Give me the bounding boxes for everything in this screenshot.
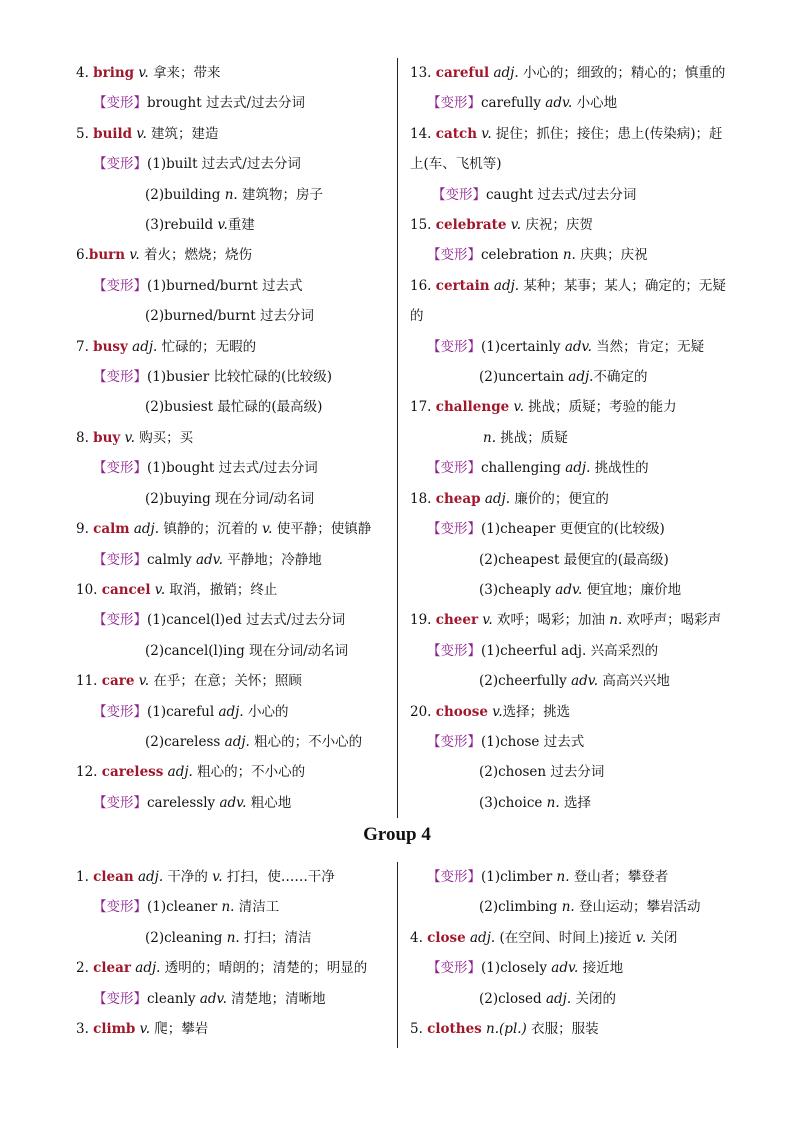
variant-tag: 【变形】 <box>427 733 481 750</box>
definition: 选择；挑选 <box>502 703 571 720</box>
word-form: (1)chose 过去式 <box>481 733 585 750</box>
part-of-speech: n. <box>221 899 235 916</box>
column-divider-top <box>397 58 398 818</box>
definition: 上(车、飞机等) <box>410 156 502 173</box>
headword: burn <box>88 247 126 264</box>
vocab-entry <box>410 392 728 422</box>
word-form: (1)careful <box>147 703 219 720</box>
word-form: challenging <box>481 460 566 477</box>
variant-tag: 【变形】 <box>93 899 147 916</box>
definition: 重建 <box>227 217 255 234</box>
definition: 欢呼；喝彩；加油 <box>497 612 610 629</box>
vocab-entry <box>410 119 728 149</box>
entry-number: 18. <box>410 490 436 507</box>
variant-tag: 【变形】 <box>93 703 147 720</box>
part-of-speech: adj. <box>568 369 594 386</box>
word-form: (2)climbing <box>479 899 562 916</box>
entry-number: 7. <box>76 338 94 355</box>
definition: 粗心的；不小心的 <box>249 733 363 750</box>
part-of-speech: adj. <box>489 277 524 294</box>
word-form-line <box>410 636 728 666</box>
definition: 挑战性的 <box>590 460 649 477</box>
part-of-speech: adj. <box>465 929 500 946</box>
vocab-entry <box>76 58 391 88</box>
definition: 打扫，使……干净 <box>222 869 335 885</box>
headword: careless <box>101 764 164 781</box>
word-form: carefully <box>481 95 546 112</box>
variant-tag: 【变形】 <box>427 247 481 264</box>
part-of-speech: n. <box>562 247 576 264</box>
definition: 的 <box>410 308 424 325</box>
word-form: (3)cheaply <box>479 581 556 598</box>
vocab-entry <box>76 514 391 544</box>
word-form: (1)cancel(l)ed 过去式/过去分词 <box>147 612 346 629</box>
definition: 关闭的 <box>571 990 616 1007</box>
part-of-speech: v. <box>134 673 154 690</box>
word-form-subline <box>76 301 391 331</box>
word-form-subline <box>410 984 728 1014</box>
part-of-speech: adv. <box>545 95 573 112</box>
word-form-line <box>76 697 391 727</box>
part-of-speech: adj. <box>218 703 244 720</box>
headword: busy <box>93 338 128 355</box>
entry-number: 4. <box>76 65 94 81</box>
part-of-speech: v. <box>125 247 144 264</box>
word-form: (1)busier 比较忙碌的(比较级) <box>147 369 332 386</box>
definition: 欢呼声；喝彩声 <box>622 612 722 629</box>
part-of-speech: adv. <box>219 794 247 811</box>
word-form: (1)certainly <box>481 338 565 355</box>
part-of-speech: adv. <box>564 338 592 355</box>
part-of-speech: adj. <box>127 338 162 355</box>
word-form-line <box>410 332 728 362</box>
part-of-speech: n. <box>546 794 560 811</box>
bottom-right-column <box>410 862 728 1044</box>
word-form-line <box>76 892 391 922</box>
word-form: caught 过去式/过去分词 <box>486 186 637 203</box>
definition: 廉价的；便宜的 <box>514 490 609 507</box>
variant-tag: 【变形】 <box>432 186 486 203</box>
top-left-column <box>76 58 391 818</box>
part-of-speech: v. <box>212 869 223 885</box>
part-of-speech: adv. <box>571 673 599 690</box>
headword: close <box>427 929 466 946</box>
entry-number: 17. <box>410 399 436 416</box>
headword: care <box>101 673 135 690</box>
variant-tag: 【变形】 <box>93 277 147 294</box>
part-of-speech: v. <box>120 429 140 446</box>
vocab-entry <box>410 271 728 301</box>
word-form-line <box>410 727 728 757</box>
part-of-speech: adj. <box>545 990 572 1007</box>
word-form: (1)built 过去式/过去分词 <box>147 156 301 173</box>
word-form: (2)cleaning <box>145 929 227 946</box>
definition: 庆祝；庆贺 <box>525 217 593 234</box>
part-of-speech: adv. <box>551 960 579 977</box>
vocab-entry <box>410 484 728 514</box>
word-form: (2)cancel(l)ing 现在分词/动名词 <box>145 642 349 659</box>
entry-number: 9. <box>76 521 94 538</box>
vocab-entry <box>76 575 391 605</box>
variant-tag: 【变形】 <box>427 460 481 477</box>
word-form-line <box>76 984 391 1014</box>
headword: catch <box>435 125 478 142</box>
word-form: (1)closely <box>481 960 552 977</box>
word-form-subline <box>76 727 391 757</box>
definition: (在空间、时间上)接近 <box>499 929 636 946</box>
entry-number: 20. <box>410 703 436 720</box>
headword: celebrate <box>435 217 507 234</box>
headword: bring <box>93 65 135 81</box>
vocab-entry <box>76 757 391 787</box>
variant-tag: 【变形】 <box>93 990 147 1007</box>
headword: cheap <box>435 490 481 507</box>
headword: climb <box>93 1021 136 1038</box>
entry-number: 19. <box>410 612 436 629</box>
definition: 在乎；在意；关怀；照顾 <box>153 673 302 690</box>
word-form-line <box>410 453 728 483</box>
vocab-entry <box>76 240 391 270</box>
word-form-line <box>410 953 728 983</box>
definition: 小心的；细致的；精心的；慎重的 <box>522 65 726 81</box>
word-form: (3)choice <box>479 794 547 811</box>
part-of-speech: adj. <box>480 490 515 507</box>
definition: 打扫；清洁 <box>239 929 312 946</box>
variant-tag: 【变形】 <box>93 460 147 477</box>
word-form: (2)chosen 过去分词 <box>479 764 605 781</box>
entry-number: 11. <box>76 673 102 690</box>
word-form-subline <box>76 180 391 210</box>
definition: 选择 <box>559 794 591 811</box>
word-form-subline <box>410 788 728 818</box>
variant-tag: 【变形】 <box>427 960 481 977</box>
headword: challenge <box>435 399 510 416</box>
part-of-speech: adj. <box>133 869 168 885</box>
word-form-subline <box>76 392 391 422</box>
word-form: (2)busiest 最忙碌的(最高级) <box>145 399 323 416</box>
definition: 小心地 <box>572 95 618 112</box>
word-form: (2)building <box>145 186 225 203</box>
headword: build <box>93 125 133 142</box>
definition: 粗心的；不小心的 <box>197 764 306 781</box>
part-of-speech: adj. <box>130 960 165 977</box>
entry-number: 8. <box>76 429 94 446</box>
word-form: (1)cheerful adj. 兴高采烈的 <box>481 642 659 659</box>
variant-tag: 【变形】 <box>93 612 147 629</box>
part-of-speech: adv. <box>199 990 227 1007</box>
definition: 高高兴兴地 <box>598 673 670 690</box>
definition: 平静地；冷静地 <box>222 551 322 568</box>
word-form: (1)burned/burnt 过去式 <box>147 277 303 294</box>
entry-number: 12. <box>76 764 102 781</box>
definition: 干净的 <box>167 869 213 885</box>
word-form-line <box>76 788 391 818</box>
part-of-speech: v. <box>150 581 170 598</box>
word-form: (2)buying 现在分词/动名词 <box>145 490 315 507</box>
word-form: (1)climber <box>481 869 557 885</box>
part-of-speech: v. <box>478 612 497 629</box>
definition: 粗心地 <box>246 794 292 811</box>
definition: 便宜地；廉价地 <box>582 581 682 598</box>
definition: 拿来；带来 <box>153 65 221 81</box>
part-of-speech: v. <box>217 217 228 234</box>
part-of-speech: adj. <box>129 521 164 538</box>
entry-number: 2. <box>76 960 94 977</box>
entry-number: 5. <box>76 125 94 142</box>
word-form-line <box>410 180 728 210</box>
word-form-line <box>76 88 391 118</box>
part-of-speech: n.(pl.) <box>481 1021 532 1038</box>
definition: 庆典；庆祝 <box>575 247 648 264</box>
variant-tag: 【变形】 <box>93 369 147 386</box>
part-of-speech: adj. <box>224 733 250 750</box>
definition: 透明的；晴朗的；清楚的；明显的 <box>164 960 368 977</box>
entry-number: 4. <box>410 929 428 946</box>
variant-tag: 【变形】 <box>427 521 481 538</box>
definition: 某种；某事；某人；确定的；无疑 <box>523 277 726 294</box>
word-form: (2)cheerfully <box>479 673 572 690</box>
definition: 衣服；服装 <box>531 1021 599 1038</box>
word-form-line <box>410 862 728 892</box>
word-form: cleanly <box>147 990 200 1007</box>
part-of-speech: v. <box>509 399 529 416</box>
vocab-entry <box>76 1014 391 1044</box>
column-divider-bottom <box>397 862 398 1048</box>
part-of-speech: adj. <box>565 460 591 477</box>
word-form-line <box>76 271 391 301</box>
definition: 接近地 <box>578 960 624 977</box>
word-form: (2)uncertain <box>479 369 569 386</box>
part-of-speech: v. <box>635 929 647 946</box>
vocab-entry <box>410 1014 728 1044</box>
word-form-line <box>410 88 728 118</box>
word-form: (2)cheapest 最便宜的(最高级) <box>479 551 669 568</box>
headword: buy <box>93 429 121 446</box>
vocab-entry <box>76 862 391 892</box>
definition: 捉住；抓住；接住；患上(传染病)；赶 <box>495 125 723 142</box>
word-form-subline <box>410 362 728 392</box>
part-of-speech: v. <box>132 125 152 142</box>
definition: 不确定的 <box>593 369 648 386</box>
vocab-entry <box>76 423 391 453</box>
part-of-speech: v. <box>262 521 273 538</box>
word-form-line <box>76 149 391 179</box>
word-form: (1)cleaner <box>147 899 222 916</box>
word-form: (3)rebuild <box>145 217 218 234</box>
part-of-speech: v. <box>135 1021 155 1038</box>
word-form-subline <box>410 423 728 453</box>
headword: calm <box>93 521 130 538</box>
word-form: calmly <box>147 551 196 568</box>
word-form-subline <box>410 892 728 922</box>
vocab-entry <box>76 332 391 362</box>
word-form: (2)burned/burnt 过去分词 <box>145 308 314 325</box>
definition-continuation <box>410 149 728 179</box>
part-of-speech: n. <box>226 929 240 946</box>
entry-number: 1. <box>76 869 94 885</box>
word-form: (1)bought 过去式/过去分词 <box>147 460 318 477</box>
variant-tag: 【变形】 <box>427 95 481 112</box>
definition: 建筑；建造 <box>151 125 219 142</box>
entry-number: 3. <box>76 1021 94 1038</box>
definition: 忙碌的；无暇的 <box>161 338 257 355</box>
word-form: celebration <box>481 247 563 264</box>
definition: 取消，撤销；终止 <box>169 581 278 598</box>
word-form-subline <box>410 575 728 605</box>
word-form-subline <box>76 484 391 514</box>
vocab-entry <box>410 923 728 953</box>
part-of-speech: adv. <box>555 581 583 598</box>
definition: 登山者；攀登者 <box>569 869 669 885</box>
definition: 清洁工 <box>234 899 280 916</box>
word-form: carelessly <box>147 794 220 811</box>
word-form-subline <box>76 636 391 666</box>
definition: 清楚地；清晰地 <box>226 990 326 1007</box>
variant-tag: 【变形】 <box>93 156 147 173</box>
headword: clothes <box>427 1021 482 1038</box>
word-form-subline <box>76 210 391 240</box>
entry-number: 16. <box>410 277 436 294</box>
entry-number: 13. <box>410 65 436 81</box>
definition: 挑战；质疑；考验的能力 <box>528 399 677 416</box>
headword: careful <box>435 65 490 81</box>
variant-tag: 【变形】 <box>93 551 147 568</box>
part-of-speech: v. <box>134 65 154 81</box>
group-title: Group 4 <box>363 824 431 845</box>
word-form-subline <box>410 545 728 575</box>
headword: clear <box>93 960 131 977</box>
headword: clean <box>93 869 134 885</box>
headword: certain <box>435 277 490 294</box>
variant-tag: 【变形】 <box>427 869 481 885</box>
part-of-speech: v. <box>477 125 496 142</box>
word-form-line <box>76 453 391 483</box>
headword: cancel <box>101 581 151 598</box>
variant-tag: 【变形】 <box>427 338 481 355</box>
vocab-entry <box>76 119 391 149</box>
definition-continuation <box>410 301 728 331</box>
word-form: (1)cheaper 更便宜的(比较级) <box>481 521 665 538</box>
part-of-speech: n. <box>556 869 570 885</box>
word-form-line <box>76 362 391 392</box>
part-of-speech: n. <box>609 612 623 629</box>
definition: 爬；攀岩 <box>154 1021 209 1038</box>
word-form: (2)careless <box>145 733 225 750</box>
definition: 着火；燃烧；烧伤 <box>143 247 252 264</box>
part-of-speech: n. <box>561 899 575 916</box>
variant-tag: 【变形】 <box>93 794 147 811</box>
vocab-entry <box>410 210 728 240</box>
definition: 关闭 <box>646 929 678 946</box>
word-form-line <box>410 514 728 544</box>
definition: 挑战；质疑 <box>496 429 568 446</box>
definition: 购买；买 <box>139 429 194 446</box>
part-of-speech: adj. <box>163 764 198 781</box>
definition: 镇静的；沉着的 <box>163 521 263 538</box>
word-form-line <box>76 545 391 575</box>
entry-number: 14. <box>410 125 436 142</box>
vocab-entry <box>410 605 728 635</box>
word-form-line <box>76 605 391 635</box>
entry-number: 10. <box>76 581 102 598</box>
word-form-subline <box>76 923 391 953</box>
definition: 小心的 <box>243 703 289 720</box>
entry-number: 15. <box>410 217 436 234</box>
word-form: brought 过去式/过去分词 <box>147 95 306 112</box>
definition: 当然；肯定；无疑 <box>591 338 705 355</box>
vocab-entry <box>76 666 391 696</box>
vocab-entry <box>410 58 728 88</box>
variant-tag: 【变形】 <box>427 642 481 659</box>
part-of-speech: v. <box>488 703 503 720</box>
part-of-speech: adj. <box>489 65 523 81</box>
part-of-speech: n. <box>224 186 238 203</box>
word-form: (2)closed <box>479 990 546 1007</box>
headword: choose <box>435 703 488 720</box>
part-of-speech: n. <box>483 429 496 446</box>
bottom-left-column <box>76 862 391 1044</box>
entry-number: 6. <box>76 247 89 264</box>
variant-tag: 【变形】 <box>93 95 147 112</box>
part-of-speech: adv. <box>195 551 223 568</box>
definition: 登山运动；攀岩活动 <box>574 899 701 916</box>
part-of-speech: v. <box>506 217 526 234</box>
definition: 使平静；使镇静 <box>272 521 372 538</box>
word-form-subline <box>410 666 728 696</box>
headword: cheer <box>435 612 479 629</box>
top-right-column <box>410 58 728 818</box>
vocab-entry <box>76 953 391 983</box>
word-form-line <box>410 240 728 270</box>
entry-number: 5. <box>410 1021 428 1038</box>
definition: 建筑物；房子 <box>237 186 323 203</box>
vocab-entry <box>410 697 728 727</box>
word-form-subline <box>410 757 728 787</box>
